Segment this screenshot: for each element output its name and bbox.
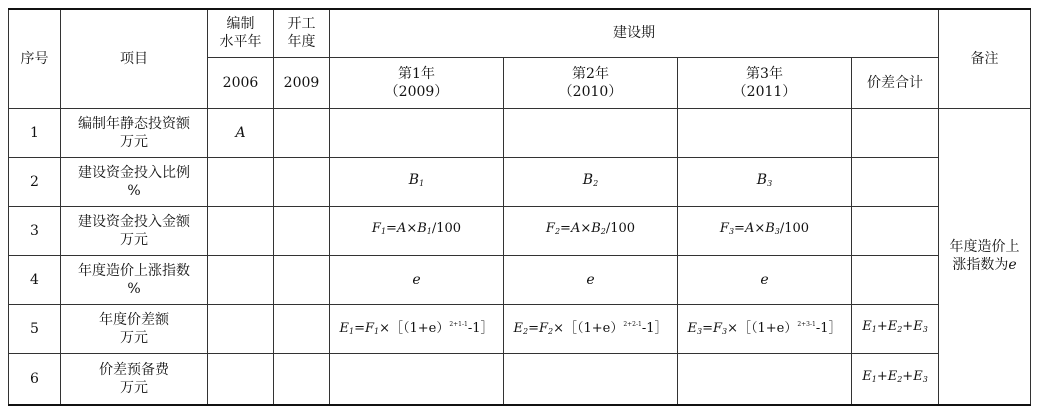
table-row xyxy=(9,255,1031,304)
remark-text-line2-label: 涨指数为 xyxy=(952,257,1009,274)
formula-part: -1］ xyxy=(815,321,842,336)
formula-part: F xyxy=(545,221,555,236)
empty-cell xyxy=(852,108,939,157)
empty-cell xyxy=(852,206,939,255)
formula-exponent: 2+1-1 xyxy=(449,321,468,328)
empty-cell xyxy=(504,353,678,405)
header-construction-period: 建设期 xyxy=(330,9,939,57)
table-row xyxy=(9,353,1031,405)
ratio-symbol: B xyxy=(582,171,594,188)
start-year-value: 2009 xyxy=(274,57,330,108)
header-start-year xyxy=(274,9,330,57)
header-compile-year xyxy=(208,9,274,57)
ratio-subscript: 3 xyxy=(767,178,773,188)
formula-part: E xyxy=(513,321,523,336)
ratio-symbol: B xyxy=(756,171,768,188)
formula-subscript: 2 xyxy=(547,327,554,336)
empty-cell xyxy=(208,206,274,255)
formula-part: =F xyxy=(702,321,722,336)
formula-exponent: 2+3-1 xyxy=(797,321,816,328)
header-year-2 xyxy=(504,57,678,108)
row-number: 4 xyxy=(9,255,61,304)
formula-part: ×［（1+e） xyxy=(379,321,450,336)
row-item xyxy=(61,353,208,405)
formula-exponent: 2+2-1 xyxy=(623,321,642,328)
formula-part: =A×B xyxy=(386,221,427,236)
header-seq: 序号 xyxy=(9,9,61,108)
formula-subscript: 2 xyxy=(897,325,903,334)
formula-subscript: 1 xyxy=(380,227,387,236)
formula-part: +E xyxy=(876,369,898,385)
row-item-unit: 万元 xyxy=(120,231,148,248)
header-compile-year-line1: 编制 xyxy=(226,16,255,33)
formula-part: -1］ xyxy=(467,321,494,336)
price-diff-reserve-sum xyxy=(852,353,939,405)
price-difference-reserve-table xyxy=(8,8,1031,406)
formula-part: /100 xyxy=(605,221,636,236)
formula-part: /100 xyxy=(431,221,462,236)
formula-subscript: 2 xyxy=(600,227,606,236)
row-item-unit: % xyxy=(127,280,141,297)
row-number: 2 xyxy=(9,157,61,206)
price-index-year-2: e xyxy=(504,255,678,304)
formula-part: E xyxy=(339,321,349,336)
row-item-unit: 万元 xyxy=(120,329,148,346)
price-diff-year-1 xyxy=(330,304,504,353)
investment-amount-year-1 xyxy=(330,206,504,255)
formula-subscript: 3 xyxy=(728,227,735,236)
formula-subscript: 3 xyxy=(922,325,928,334)
ratio-symbol: B xyxy=(408,171,420,188)
formula-part: E xyxy=(862,369,872,385)
row-item-label: 年度价差额 xyxy=(99,311,169,328)
investment-amount-year-3 xyxy=(678,206,852,255)
investment-table-container xyxy=(8,8,1031,406)
header-start-year-line1: 开工 xyxy=(287,16,316,33)
price-index-year-1: e xyxy=(330,255,504,304)
empty-cell xyxy=(208,255,274,304)
formula-part: =F xyxy=(528,321,548,336)
formula-subscript: 2 xyxy=(522,327,529,336)
empty-cell xyxy=(274,353,330,405)
empty-cell xyxy=(504,108,678,157)
empty-cell xyxy=(208,353,274,405)
formula-part: E xyxy=(862,319,872,334)
formula-part: F xyxy=(371,221,381,236)
header-year-1-label: 第1年 xyxy=(398,65,435,82)
header-remarks: 备注 xyxy=(939,9,1031,108)
empty-cell xyxy=(330,353,504,405)
empty-cell xyxy=(208,304,274,353)
formula-part: ×［（1+e） xyxy=(553,321,624,336)
row-item-label: 价差预备费 xyxy=(99,361,169,378)
header-year-3-label: 第3年 xyxy=(746,65,783,82)
header-year-3 xyxy=(678,57,852,108)
header-start-year-line2: 年度 xyxy=(287,34,316,51)
row-item xyxy=(61,255,208,304)
remark-text-line1: 年度造价上 xyxy=(949,239,1020,256)
formula-subscript: 1 xyxy=(871,375,877,385)
header-year-3-value: （2011） xyxy=(732,83,797,100)
header-year-2-value: （2010） xyxy=(558,83,623,100)
formula-part: =F xyxy=(354,321,374,336)
empty-cell xyxy=(274,304,330,353)
empty-cell xyxy=(274,157,330,206)
formula-part: =A×B xyxy=(560,221,601,236)
formula-part: +E xyxy=(902,319,923,334)
empty-cell xyxy=(678,353,852,405)
remark-cell xyxy=(939,108,1031,405)
formula-subscript: 3 xyxy=(774,227,780,236)
formula-part: -1］ xyxy=(641,321,668,336)
formula-subscript: 3 xyxy=(696,327,703,336)
investment-ratio-year-1 xyxy=(330,157,504,206)
row-item xyxy=(61,157,208,206)
formula-part: =A×B xyxy=(734,221,775,236)
compile-static-investment: A xyxy=(208,108,274,157)
header-year-1 xyxy=(330,57,504,108)
formula-part: F xyxy=(719,221,729,236)
empty-cell xyxy=(274,255,330,304)
formula-subscript: 2 xyxy=(554,227,561,236)
formula-subscript: 1 xyxy=(373,327,380,336)
header-compile-year-line2: 水平年 xyxy=(219,34,262,51)
formula-part: /100 xyxy=(779,221,810,236)
compile-year-value: 2006 xyxy=(208,57,274,108)
formula-subscript: 2 xyxy=(897,375,903,385)
formula-part: +E xyxy=(876,319,898,334)
empty-cell xyxy=(274,206,330,255)
formula-subscript: 1 xyxy=(871,325,877,334)
empty-cell xyxy=(274,108,330,157)
empty-cell xyxy=(852,157,939,206)
row-item-unit: 万元 xyxy=(120,379,148,396)
formula-subscript: 3 xyxy=(721,327,728,336)
header-item: 项目 xyxy=(61,9,208,108)
row-number: 5 xyxy=(9,304,61,353)
header-year-1-value: （2009） xyxy=(384,83,449,100)
table-row xyxy=(9,108,1031,157)
formula-part: +E xyxy=(902,369,923,385)
price-diff-sum xyxy=(852,304,939,353)
price-index-year-3: e xyxy=(678,255,852,304)
price-diff-year-2 xyxy=(504,304,678,353)
formula-subscript: 1 xyxy=(426,227,432,236)
row-item xyxy=(61,206,208,255)
row-number: 3 xyxy=(9,206,61,255)
empty-cell xyxy=(208,157,274,206)
row-item-label: 年度造价上涨指数 xyxy=(78,262,190,279)
price-diff-year-3 xyxy=(678,304,852,353)
row-item-label: 编制年静态投资额 xyxy=(78,115,190,132)
investment-ratio-year-3 xyxy=(678,157,852,206)
ratio-subscript: 1 xyxy=(419,178,425,188)
header-year-2-label: 第2年 xyxy=(572,65,609,82)
row-item-label: 建设资金投入金额 xyxy=(78,213,190,230)
investment-ratio-year-2 xyxy=(504,157,678,206)
empty-cell xyxy=(678,108,852,157)
row-item-label: 建设资金投入比例 xyxy=(78,164,190,181)
empty-cell xyxy=(330,108,504,157)
investment-amount-year-2 xyxy=(504,206,678,255)
row-item-unit: 万元 xyxy=(120,133,148,150)
ratio-subscript: 2 xyxy=(593,178,599,188)
row-number: 6 xyxy=(9,353,61,405)
table-row xyxy=(9,206,1031,255)
table-row xyxy=(9,157,1031,206)
empty-cell xyxy=(852,255,939,304)
row-item xyxy=(61,108,208,157)
formula-subscript: 1 xyxy=(348,327,355,336)
formula-subscript: 3 xyxy=(922,375,928,385)
remark-text-line2 xyxy=(941,256,1028,274)
formula-part: E xyxy=(687,321,697,336)
table-row xyxy=(9,304,1031,353)
row-number: 1 xyxy=(9,108,61,157)
formula-part: ×［（1+e） xyxy=(727,321,798,336)
header-price-diff-total: 价差合计 xyxy=(852,57,939,108)
row-item-unit: % xyxy=(127,182,141,199)
remark-text-e: e xyxy=(1008,257,1017,274)
row-item xyxy=(61,304,208,353)
